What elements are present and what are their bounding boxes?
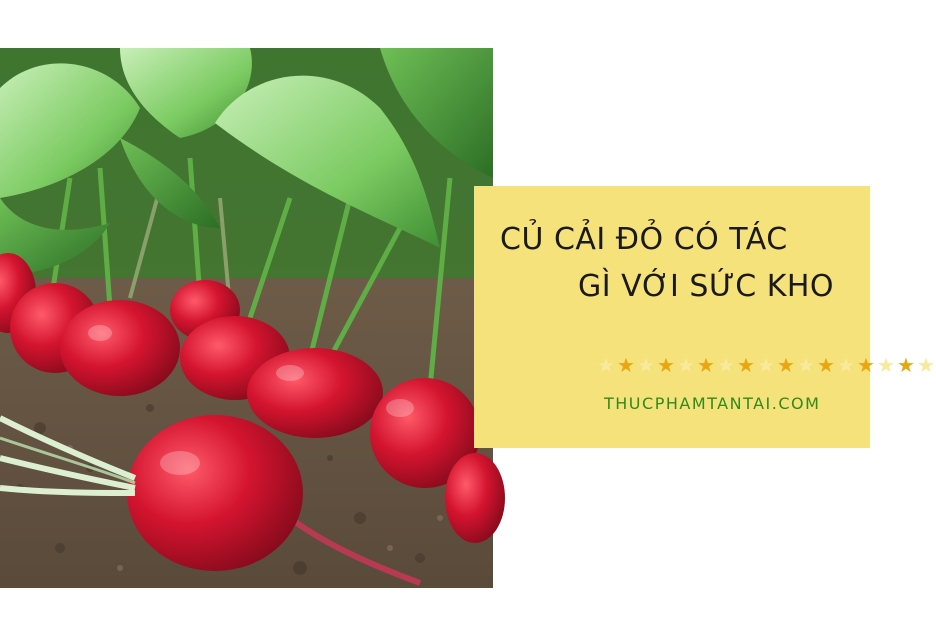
title-line-2: GÌ VỚI SỨC KHO xyxy=(578,269,835,304)
star-icon: ★ xyxy=(617,355,635,377)
radish xyxy=(247,348,383,438)
radish-foreground xyxy=(127,415,303,571)
star-icon: ★ xyxy=(837,355,855,377)
star-icon: ★ xyxy=(597,355,615,377)
star-icon: ★ xyxy=(757,355,775,377)
star-icon: ★ xyxy=(677,355,695,377)
star-icon: ★ xyxy=(717,355,735,377)
radish xyxy=(60,300,180,396)
star-icon: ★ xyxy=(857,355,875,377)
star-icon: ★ xyxy=(657,355,675,377)
radish xyxy=(445,453,505,543)
star-icon: ★ xyxy=(777,355,795,377)
star-icon: ★ xyxy=(817,355,835,377)
radish-illustration xyxy=(0,48,493,588)
title-line-1: CỦ CẢI ĐỎ CÓ TÁC xyxy=(500,222,788,257)
star-icon: ★ xyxy=(897,355,915,377)
star-icon: ★ xyxy=(637,355,655,377)
star-icon: ★ xyxy=(697,355,715,377)
star-icon: ★ xyxy=(917,355,935,377)
star-icon: ★ xyxy=(797,355,815,377)
title-banner xyxy=(474,186,935,448)
radish-garden-photo xyxy=(0,48,493,588)
site-url: THUCPHAMTANTAI.COM xyxy=(604,394,821,413)
star-icon: ★ xyxy=(737,355,755,377)
star-row xyxy=(596,356,936,376)
star-icon: ★ xyxy=(877,355,895,377)
